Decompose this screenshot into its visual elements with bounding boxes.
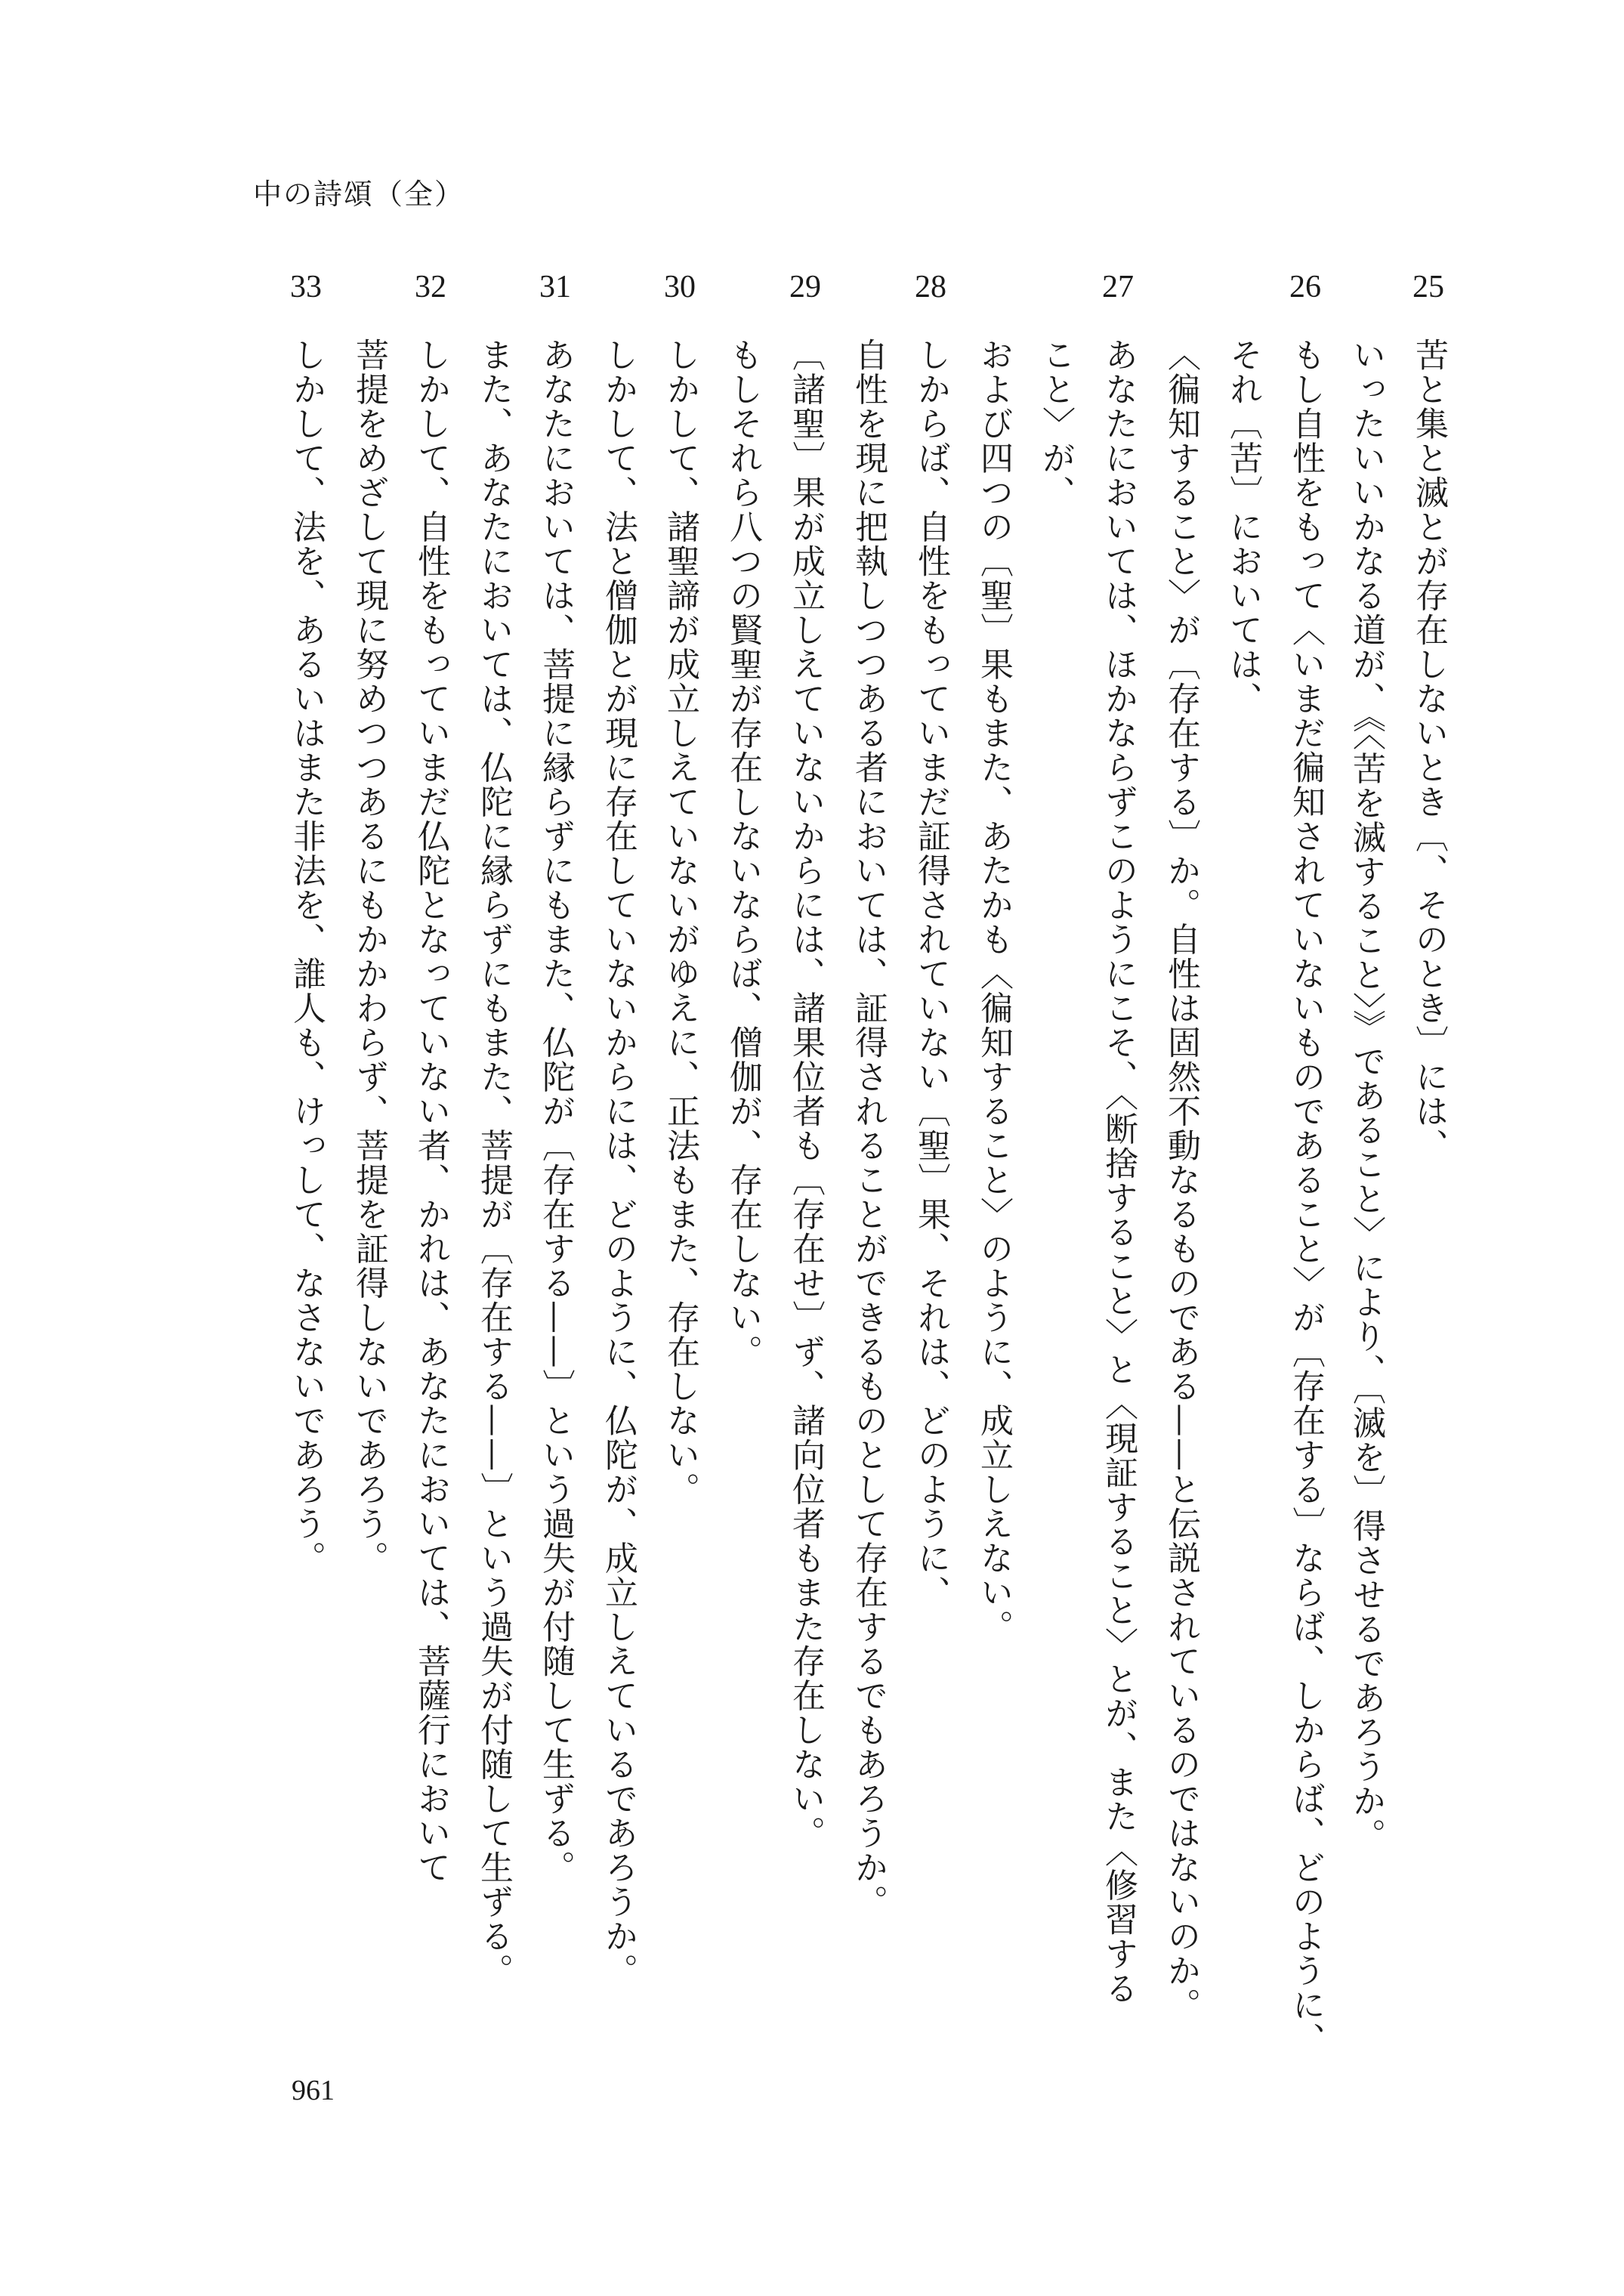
verse-33 xyxy=(276,268,388,2127)
verse-line: 〈徧知すること〉が〔存在する〕か。自性は固然不動なるものである——と伝説されているのではないのか。 xyxy=(1162,338,1200,2023)
verse-line: 苦と集と滅とが存在しないとき〔、そのとき〕には、 xyxy=(1409,338,1448,1163)
verse-28 xyxy=(900,268,1013,2127)
verse-number: 31 xyxy=(539,270,571,304)
verse-line: 〔諸聖〕果が成立しえていないからには、諸果位者も〔存在せ〕ず、諸向位者もまた存在しない。 xyxy=(786,338,825,1850)
verse-30 xyxy=(650,268,762,2127)
page-number: 961 xyxy=(292,2075,335,2106)
verse-line: 菩提をめざして現に努めつつあるにもかかわらず、菩提を証得しないであろう。 xyxy=(350,338,388,1575)
verse-27 xyxy=(1036,268,1200,2127)
verse-line: および四つの〔聖〕果もまた、あたかも〈徧知すること〉のように、成立しえない。 xyxy=(974,338,1013,1644)
verse-line: しかして、自性をもっていまだ仏陀となっていない者、かれは、あなたにおいては、菩薩行において xyxy=(412,338,450,1885)
verse-number: 28 xyxy=(915,270,946,304)
verse-line: しかして、法と僧伽とが現に存在していないからには、どのように、仏陀が、成立しえているであろうか。 xyxy=(599,338,638,1988)
verse-number: 26 xyxy=(1289,270,1321,304)
verse-26 xyxy=(1224,268,1335,2127)
verse-line: しかして、法を、あるいはまた非法を、誰人も、けっして、なさないであろう。 xyxy=(287,338,326,1575)
verse-line: また、あなたにおいては、仏陀に縁らずにもまた、菩提が〔存在する——〕という過失が付随して生ずる。 xyxy=(474,338,513,1988)
verse-line: もし自性をもって〈いまだ徧知されていないものであること〉が〔存在する〕ならば、しからば、どのように、 xyxy=(1286,338,1325,2057)
verse-line: あなたにおいては、ほかならずこのようにこそ、〈断捨すること〉と〈現証すること〉とが、また〈修習する xyxy=(1099,338,1138,2006)
verse-32 xyxy=(400,268,513,2127)
verse-number: 30 xyxy=(664,270,696,304)
verse-line: しかして、諸聖諦が成立しえていないがゆえに、正法もまた、存在しない。 xyxy=(661,338,699,1506)
running-title: 中の詩頌（全） xyxy=(253,178,465,211)
verse-line: しからば、自性をもっていまだ証得されていない〔聖〕果、それは、どのように、 xyxy=(912,338,950,1610)
verse-line: それ〔苦〕においては、 xyxy=(1224,338,1262,716)
verse-31 xyxy=(525,268,638,2127)
verse-line: もしそれら八つの賢聖が存在しないならば、僧伽が、存在しない。 xyxy=(724,338,762,1369)
verse-number: 32 xyxy=(415,270,446,304)
verse-line: 自性を現に把執しつつある者においては、証得されることができるものとして存在するでもあろうか。 xyxy=(849,338,888,1919)
verse-line: こと〉が、 xyxy=(1036,338,1075,510)
verse-number: 33 xyxy=(290,270,322,304)
verse-line: あなたにおいては、菩提に縁らずにもまた、仏陀が〔存在する——〕という過失が付随して生ずる。 xyxy=(536,338,575,1885)
verse-29 xyxy=(775,268,888,2127)
verse-number: 25 xyxy=(1413,270,1444,304)
verse-number: 27 xyxy=(1102,270,1134,304)
verse-25 xyxy=(1347,268,1459,2127)
verse-number: 29 xyxy=(789,270,821,304)
verse-line: いったいいかなる道が、《〈苦を滅すること〉》であること〉により、〔滅を〕得させるであろうか。 xyxy=(1347,338,1385,1853)
